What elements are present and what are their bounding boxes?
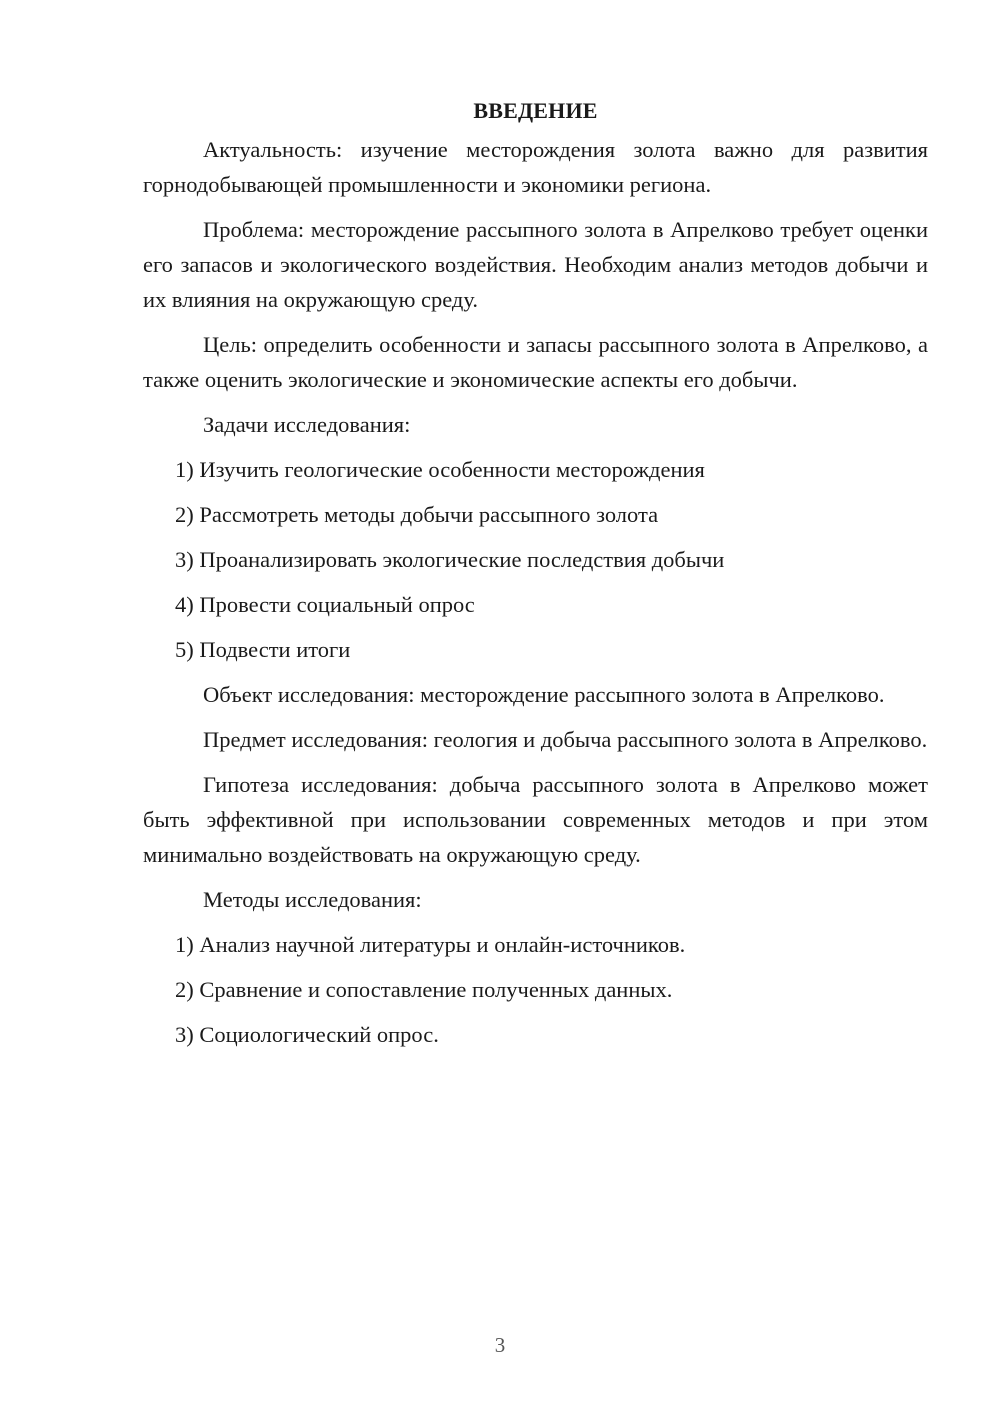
list-item: 1) Анализ научной литературы и онлайн-источников. bbox=[175, 932, 686, 957]
methods-list bbox=[143, 927, 928, 1052]
object-paragraph: Объект исследования: месторождение рассыпного золота в Апрелково. bbox=[203, 682, 885, 707]
list-item: 1) Изучить геологические особенности месторождения bbox=[175, 457, 705, 482]
problem-paragraph: Проблема: месторождение рассыпного золота в Апрелково требует оценки его запасов и экологического воздействия. Необходим анализ методов добычи и их влияния на окружающую среду. bbox=[143, 217, 928, 312]
relevance-paragraph: Актуальность: изучение месторождения золота важно для развития горнодобывающей промышленности и экономики региона. bbox=[143, 137, 928, 197]
page-number: 3 bbox=[494, 1333, 506, 1357]
list-item: 5) Подвести итоги bbox=[175, 637, 351, 662]
document-page bbox=[143, 96, 928, 1062]
methods-heading: Методы исследования: bbox=[203, 887, 422, 912]
list-item: 3) Проанализировать экологические последствия добычи bbox=[175, 547, 725, 572]
list-item: 4) Провести социальный опрос bbox=[175, 592, 475, 617]
hypothesis-paragraph: Гипотеза исследования: добыча рассыпного золота в Апрелково может быть эффективной при использовании современных методов и при этом минимально воздействовать на окружающую среду. bbox=[143, 772, 928, 867]
tasks-list bbox=[143, 452, 928, 667]
page-title: ВВЕДЕНИЕ bbox=[473, 98, 598, 123]
tasks-heading: Задачи исследования: bbox=[203, 412, 411, 437]
goal-paragraph: Цель: определить особенности и запасы рассыпного золота в Апрелково, а также оценить экологические и экономические аспекты его добычи. bbox=[143, 332, 928, 392]
list-item: 2) Сравнение и сопоставление полученных данных. bbox=[175, 977, 673, 1002]
list-item: 2) Рассмотреть методы добычи рассыпного золота bbox=[175, 502, 659, 527]
subject-paragraph: Предмет исследования: геология и добыча рассыпного золота в Апрелково. bbox=[203, 727, 928, 752]
list-item: 3) Социологический опрос. bbox=[175, 1022, 439, 1047]
